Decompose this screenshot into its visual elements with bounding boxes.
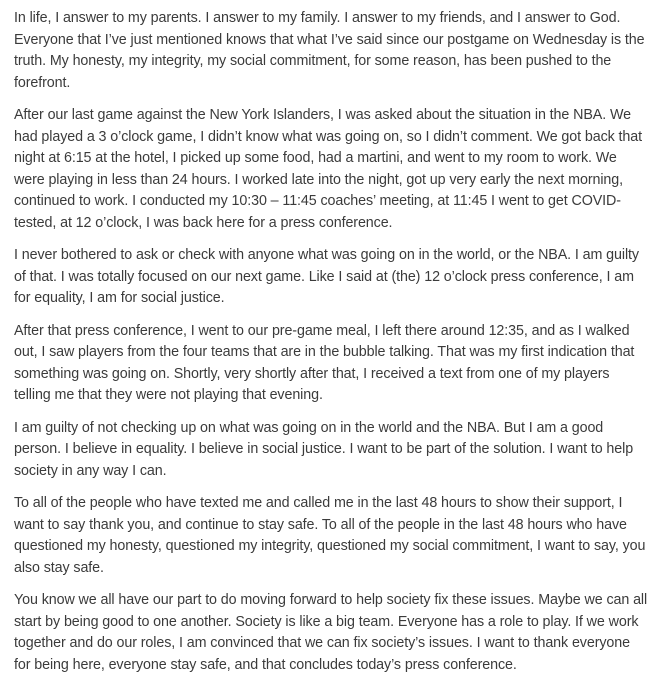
paragraph-game-timeline: After our last game against the New York Islanders, I was asked about the situation in the NBA. We had played a 3 o’clock game, I didn’t know what was going on, so I didn’t comment. We got back that night at 6:15 at the hotel, I picked up some food, had a martini, and went to my room to work. We were playing in less than 24 hours. I worked late into the night, got up very early the next morning, continued to work. I conducted my 10:30 – 11:45 coaches’ meeting, at 11:45 I went to get COVID-tested, at 12 o’clock, I was back here for a press conference. xyxy=(14,107,642,231)
paragraph-good-person: I am guilty of not checking up on what was going on in the world and the NBA. But I am a good person. I believe in equality. I believe in social justice. I want to be part of the solution. I want to help society in any way I can. xyxy=(14,419,634,479)
paragraph-pregame-meal: After that press conference, I went to our pre-game meal, I left there around 12:35, and as I walked out, I saw players from the four teams that are in the bubble talking. That was my first indication that something was going on. Shortly, very shortly after that, I received a text from one of my players telling me that they were not playing that evening. xyxy=(14,322,635,403)
paragraph-guilty-admission: I never bothered to ask or check with anyone what was going on in the world, or the NBA. I am guilty of that. I was totally focused on our next game. Like I said at (the) 12 o’clock press conference, I am for equality, I am for social justice. xyxy=(14,247,639,306)
paragraph-thank-you: To all of the people who have texted me and called me in the last 48 hours to show their support, I want to say thank you, and continue to stay safe. To all of the people in the last 48 hours who have questioned my honesty, questioned my integrity, questioned my social commitment, I want to say, you also stay safe. xyxy=(14,495,646,576)
paragraph-closing: You know we all have our part to do moving forward to help society fix these issues. Maybe we can all start by being good to one another. Society is like a big team. Everyone has a role to play. If we work together and do our roles, I am convinced that we can fix society’s issues. I want to thank everyone for being here, everyone stay safe, and that concludes today’s press conference. xyxy=(14,592,648,673)
paragraph-intro: In life, I answer to my parents. I answer to my family. I answer to my friends, and I answer to God. Everyone that I’ve just mentioned knows that what I’ve said since our postgame on Wednesday is the truth. My honesty, my integrity, my social commitment, for some reason, has been pushed to the forefront. xyxy=(14,10,645,91)
